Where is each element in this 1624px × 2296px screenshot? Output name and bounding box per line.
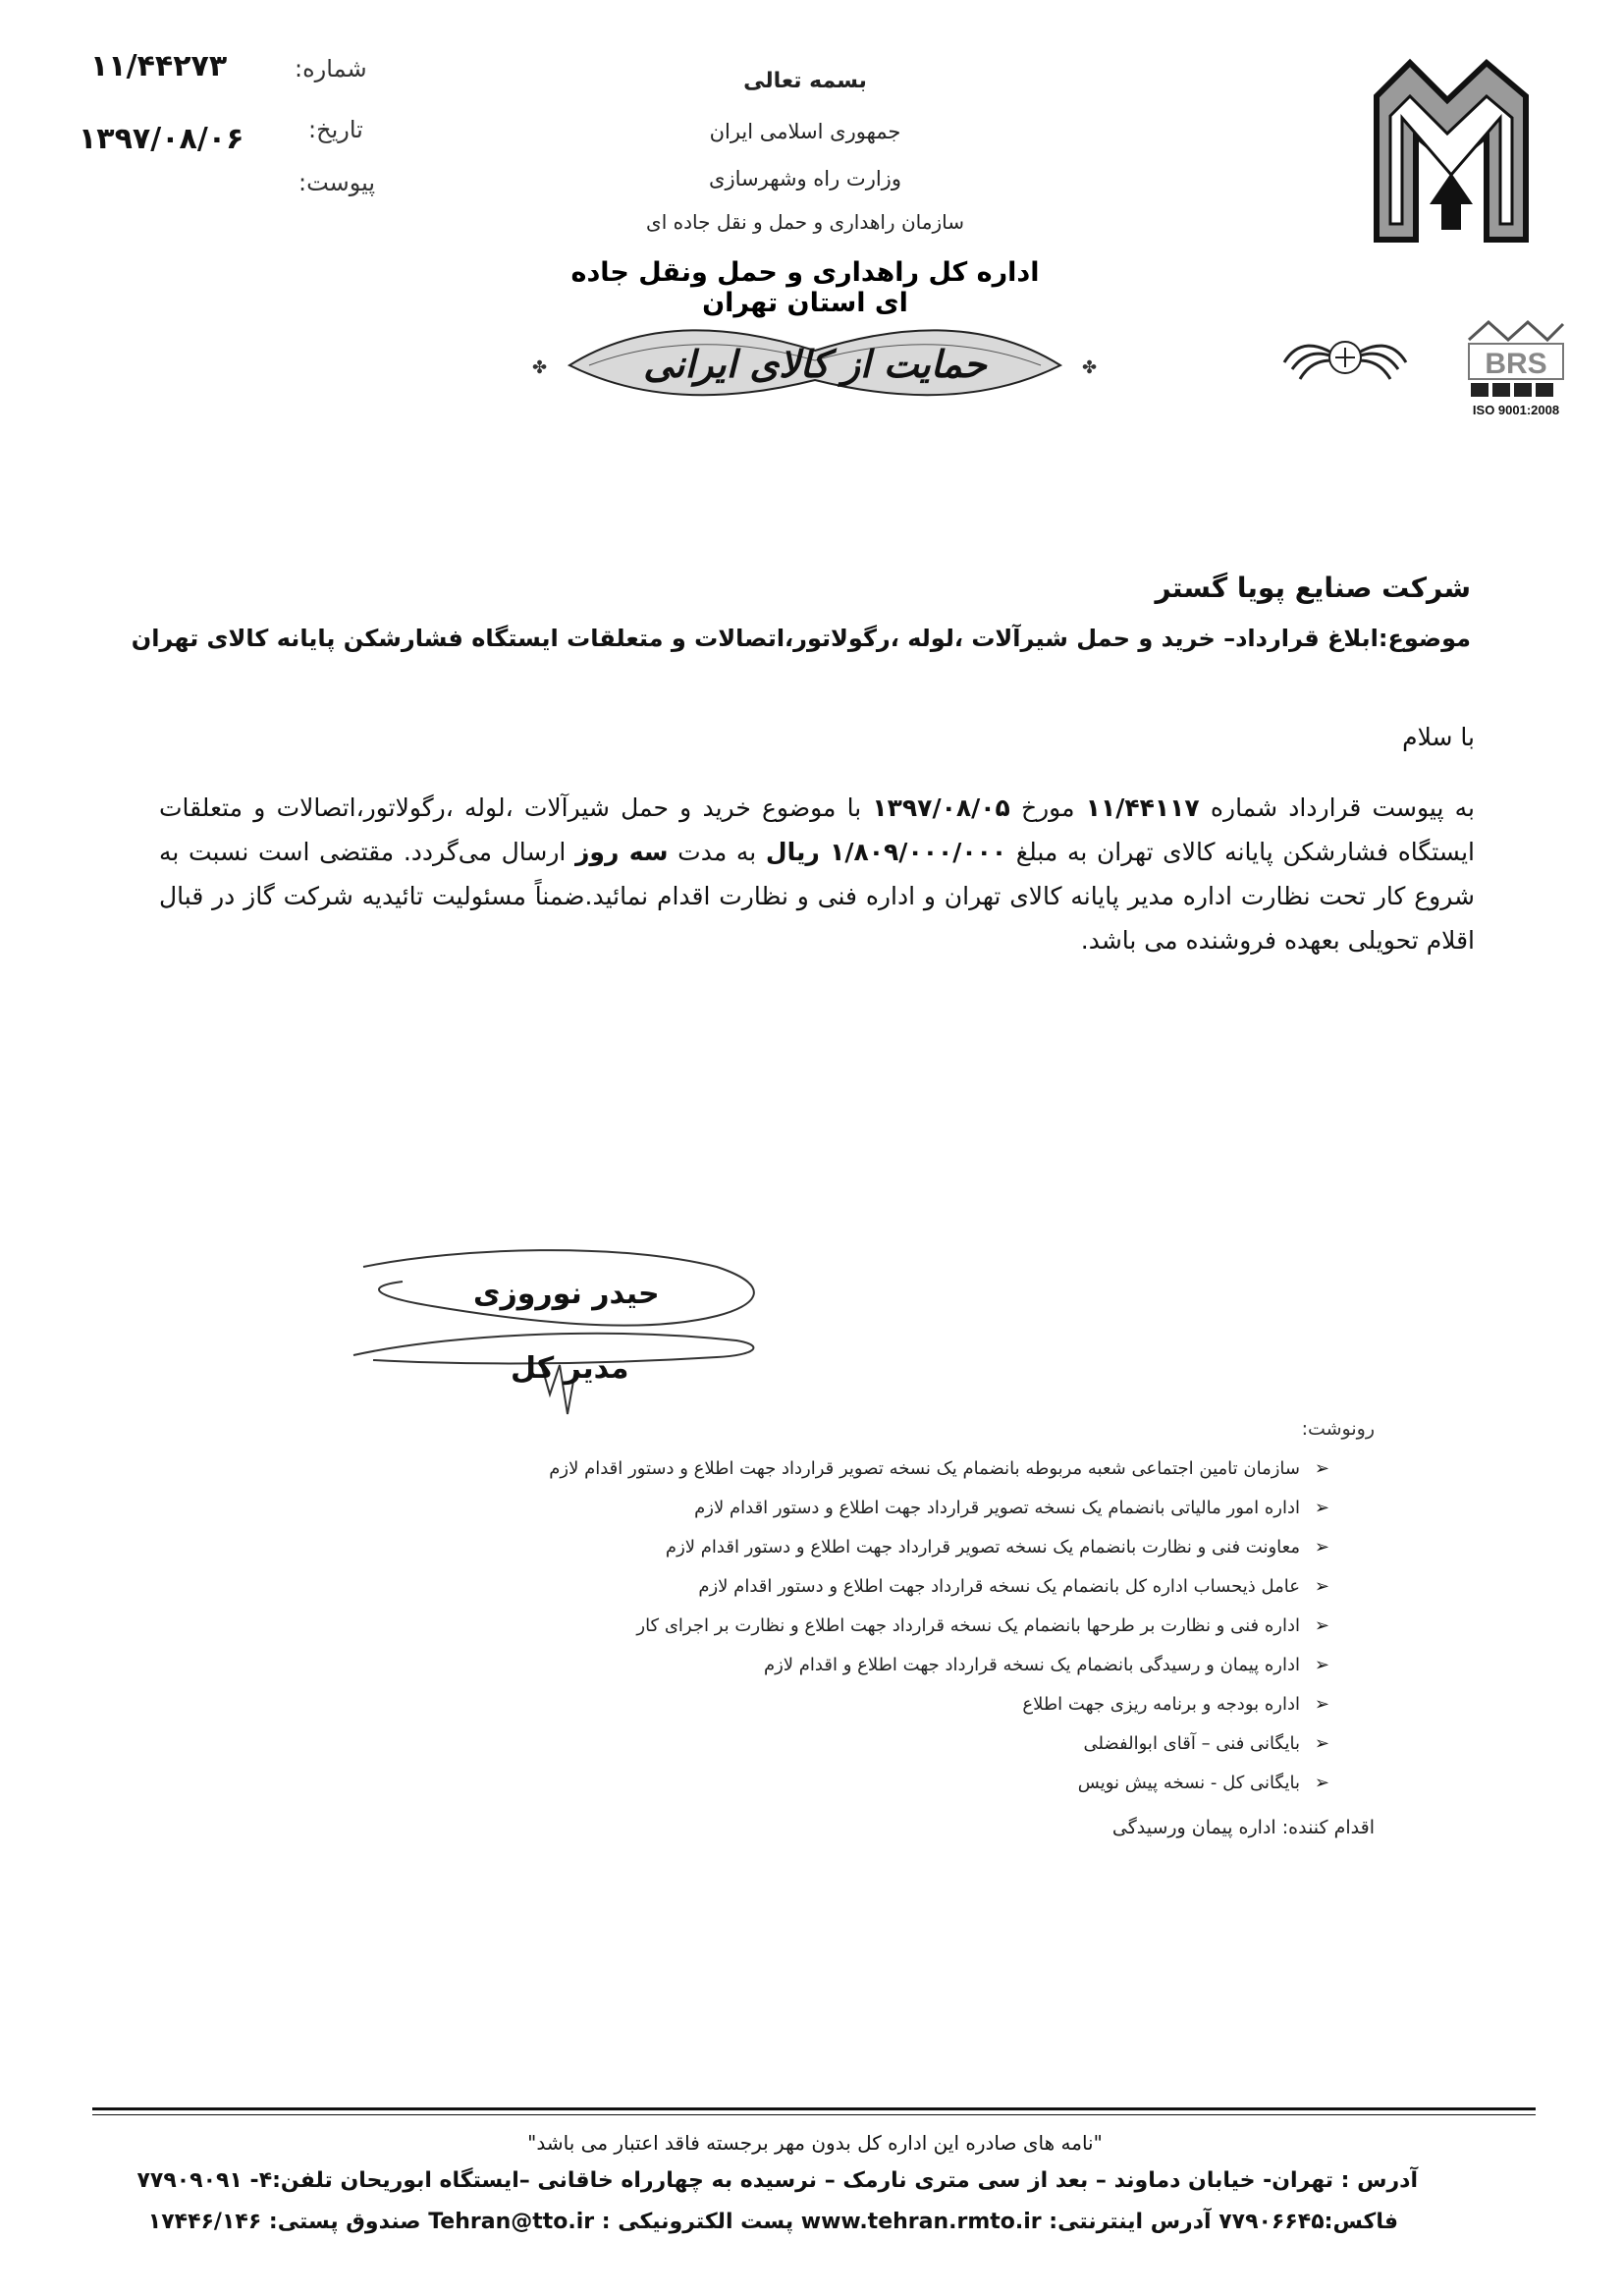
- signatory-title: مدیر کل: [511, 1351, 629, 1386]
- body-text-b: مورخ: [1009, 793, 1086, 822]
- calligraphy-banner: [511, 306, 1119, 424]
- body-paragraph: [159, 786, 1475, 962]
- arrow-icon: ➢: [1314, 1576, 1329, 1597]
- iso-text: ISO 9001:2008: [1472, 403, 1560, 417]
- quality-emblem: [1276, 318, 1414, 407]
- directorate-title: اداره کل راهداری و حمل ونقل جاده ای استان تهران: [570, 257, 1040, 318]
- arrow-icon: ➢: [1314, 1458, 1329, 1479]
- body-text-a: به پیوست قرارداد شماره: [1199, 793, 1475, 822]
- arrow-icon: ➢: [1314, 1615, 1329, 1636]
- cc-item: [416, 1567, 1329, 1607]
- contract-duration: سه روز: [575, 838, 669, 866]
- footer-divider: [92, 2107, 1536, 2110]
- organization-title: سازمان راهداری و حمل و نقل جاده ای: [646, 210, 964, 234]
- number-label: شماره:: [295, 55, 367, 82]
- recipient: شرکت صنایع پویا گستر: [1155, 572, 1471, 604]
- svg-text:✤: ✤: [1082, 357, 1098, 378]
- basmala: بسمه تعالی: [743, 69, 867, 93]
- arrow-icon: ➢: [1314, 1773, 1329, 1793]
- cc-item-text: اداره بودجه و برنامه ریزی جهت اطلاع: [1022, 1694, 1300, 1715]
- body-text-c: با موضوع خرید و حمل شیرآلات ،لوله ،رگولاتور،اتصالات و متعلقات ایستگاه فشارشکن پایانه کالای تهران به مبلغ: [159, 793, 1475, 866]
- cc-item: [416, 1724, 1329, 1764]
- arrow-icon: ➢: [1314, 1498, 1329, 1518]
- arrow-icon: ➢: [1314, 1655, 1329, 1675]
- cc-item-text: سازمان تامین اجتماعی شعبه مربوطه بانضمام یک نسخه تصویر قرارداد جهت اطلاع و دستور اقدام لازم: [549, 1458, 1300, 1479]
- cc-item: [416, 1528, 1329, 1567]
- ministry-logo: [1371, 57, 1532, 244]
- attachment-label: پیوست:: [298, 169, 376, 196]
- arrow-icon: ➢: [1314, 1537, 1329, 1558]
- svg-text:✤: ✤: [532, 357, 548, 378]
- cc-item-text: بایگانی کل - نسخه پیش نویس: [1077, 1773, 1300, 1793]
- contract-number: ۱۱/۴۴۱۱۷: [1085, 793, 1200, 822]
- contract-date: ۱۳۹۷/۰۸/۰۵: [872, 793, 1010, 822]
- footer-address: آدرس : تهران- خیابان دماوند – بعد از سی متری نارمک – نرسیده به چهارراه خاقانی –ایستگاه ابوریحان تلفن:۴- ۷۷۹۰۹۰۹۱: [136, 2168, 1418, 2193]
- cc-item-text: بایگانی فنی – آقای ابوالفضلی: [1083, 1733, 1300, 1754]
- date-label: تاریخ:: [308, 116, 363, 143]
- republic-title: جمهوری اسلامی ایران: [709, 120, 901, 143]
- calligraphy-text: حمایت از کالای ایرانی: [643, 342, 987, 386]
- cc-item-text: اداره پیمان و رسیدگی بانضمام یک نسخه قرارداد جهت اطلاع و اقدام لازم: [763, 1655, 1300, 1675]
- greeting: با سلام: [1402, 723, 1475, 751]
- cc-item: [416, 1685, 1329, 1724]
- brs-iso-logo: [1459, 314, 1573, 420]
- contract-amount: ۱/۸۰۹/۰۰۰/۰۰۰ ریال: [765, 838, 1007, 866]
- subject: موضوع:ابلاغ قرارداد– خرید و حمل شیرآلات ،لوله ،رگولاتور،اتصالات و متعلقات ایستگاه فشارشکن پایانه کالای تهران: [131, 625, 1471, 652]
- cc-item: [416, 1646, 1329, 1685]
- cc-item: [416, 1764, 1329, 1803]
- cc-item: [416, 1449, 1329, 1489]
- footer-divider-thin: [92, 2114, 1536, 2115]
- arrow-icon: ➢: [1314, 1733, 1329, 1754]
- cc-label: رونوشت:: [1301, 1418, 1375, 1440]
- cc-item-text: عامل ذیحساب اداره کل بانضمام یک نسخه قرارداد جهت اطلاع و دستور اقدام لازم: [698, 1576, 1300, 1597]
- brs-text: BRS: [1485, 348, 1547, 380]
- cc-item-text: معاونت فنی و نظارت بانضمام یک نسخه تصویر قرارداد جهت اطلاع و دستور اقدام لازم: [665, 1537, 1300, 1558]
- action-by: اقدام کننده: اداره پیمان ورسیدگی: [1111, 1817, 1375, 1838]
- ministry-title: وزارت راه وشهرسازی: [709, 167, 901, 191]
- body-text-d: به مدت: [668, 838, 766, 866]
- signatory-name: حیدر نوروزی: [473, 1277, 660, 1311]
- cc-list: [416, 1449, 1329, 1803]
- arrow-icon: ➢: [1314, 1694, 1329, 1715]
- letter-number: ۱۱/۴۴۲۷۳: [90, 49, 228, 83]
- footer-note: "نامه های صادره این اداره کل بدون مهر برجسته فاقد اعتبار می باشد": [527, 2131, 1103, 2155]
- footer-contact: فاکس:۷۷۹۰۶۶۴۵ آدرس اینترنتی: www.tehran.rmto.ir پست الکترونیکی : Tehran@tto.ir صندوق پستی: ۱۷۴۴۶/۱۴۶: [147, 2210, 1398, 2234]
- body-text-e: ارسال می‌گردد. مقتضی است نسبت به شروع کار تحت نظارت اداره مدیر پایانه کالای تهران و اداره فنی و نظارت اقدام نمائید.ضمناً مسئولیت تائیدیه شرکت گاز در قبال اقلام تحویلی بعهده فروشنده می باشد.: [159, 838, 1475, 955]
- cc-item: [416, 1489, 1329, 1528]
- letter-date: ۱۳۹۷/۰۸/۰۶: [79, 122, 244, 156]
- cc-item-text: اداره فنی و نظارت بر طرحها بانضمام یک نسخه قرارداد جهت اطلاع و نظارت بر اجرای کار: [636, 1615, 1300, 1636]
- cc-item-text: اداره امور مالیاتی بانضمام یک نسخه تصویر قرارداد جهت اطلاع و دستور اقدام لازم: [694, 1498, 1300, 1518]
- cc-item: [416, 1607, 1329, 1646]
